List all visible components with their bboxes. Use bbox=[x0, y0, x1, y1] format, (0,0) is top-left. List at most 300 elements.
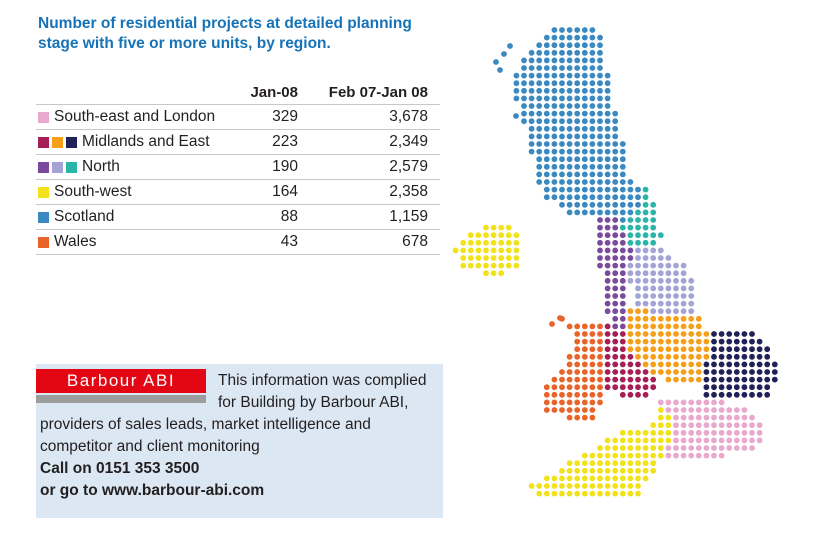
map-dot-sw bbox=[628, 438, 634, 444]
map-dot-scotland bbox=[544, 134, 550, 140]
map-dot-nw bbox=[612, 324, 618, 330]
map-dot-scotland bbox=[544, 118, 550, 124]
map-dot-emid bbox=[704, 346, 710, 352]
map-dot-sw bbox=[559, 491, 565, 497]
map-dot-east bbox=[742, 384, 748, 390]
map-dot-emid bbox=[673, 346, 679, 352]
map-dot-ni bbox=[483, 232, 489, 238]
map-dot-se bbox=[704, 422, 710, 428]
map-dot-wales bbox=[574, 331, 580, 337]
map-dot-emid bbox=[666, 339, 672, 345]
map-dot-scotland bbox=[620, 194, 626, 200]
map-dot-scotland bbox=[582, 202, 588, 208]
map-dot-scotland bbox=[582, 179, 588, 185]
map-dot-sw bbox=[643, 430, 649, 436]
map-dot-sw bbox=[536, 483, 542, 489]
map-dot-nw bbox=[612, 316, 618, 322]
map-dot-se bbox=[757, 438, 763, 444]
map-dot-emid bbox=[704, 339, 710, 345]
map-dot-scotland bbox=[582, 80, 588, 86]
map-dot-wales bbox=[574, 362, 580, 368]
map-dot-nw bbox=[597, 248, 603, 254]
map-dot-york bbox=[635, 286, 641, 292]
map-dot-wales bbox=[590, 331, 596, 337]
map-dot-york bbox=[673, 270, 679, 276]
map-dot-wales bbox=[552, 400, 558, 406]
map-dot-ni bbox=[483, 255, 489, 261]
map-dot-wmid bbox=[628, 377, 634, 383]
map-dot-ne bbox=[620, 225, 626, 231]
map-dot-sw bbox=[620, 468, 626, 474]
map-dot-nw bbox=[612, 232, 618, 238]
map-dot-wmid bbox=[605, 346, 611, 352]
map-dot-emid bbox=[658, 316, 664, 322]
map-dot-scotland bbox=[620, 164, 626, 170]
map-dot-scotland bbox=[544, 179, 550, 185]
map-dot-wales bbox=[544, 392, 550, 398]
map-dot-york bbox=[666, 263, 672, 269]
map-dot-emid bbox=[696, 339, 702, 345]
map-dot-se bbox=[673, 438, 679, 444]
map-dot-wales bbox=[559, 392, 565, 398]
map-dot-sw bbox=[620, 453, 626, 459]
map-dot-scotland bbox=[514, 73, 520, 79]
map-dot-scotland bbox=[582, 164, 588, 170]
map-dot-scotland bbox=[620, 149, 626, 155]
map-dot-east bbox=[749, 377, 755, 383]
map-dot-nw bbox=[605, 255, 611, 261]
map-dot-sw bbox=[612, 476, 618, 482]
map-dot-emid bbox=[666, 377, 672, 383]
map-dot-york bbox=[688, 286, 694, 292]
map-dot-scotland bbox=[574, 58, 580, 64]
map-dot-sw bbox=[666, 430, 672, 436]
map-dot-scotland bbox=[597, 80, 603, 86]
map-dot-emid bbox=[658, 354, 664, 360]
map-dot-scotland bbox=[574, 172, 580, 178]
map-dot-se bbox=[666, 445, 672, 451]
map-dot-wales bbox=[582, 331, 588, 337]
map-dot-scotland bbox=[590, 50, 596, 56]
map-dot-east bbox=[757, 362, 763, 368]
map-dot-scotland bbox=[544, 126, 550, 132]
map-dot-nw bbox=[612, 240, 618, 246]
map-dot-scotland bbox=[552, 118, 558, 124]
map-dot-scotland bbox=[559, 88, 565, 94]
map-dot-ne bbox=[650, 225, 656, 231]
info-phone: Call on 0151 353 3500 bbox=[40, 460, 200, 477]
map-dot-sw bbox=[567, 476, 573, 482]
map-dot-sw bbox=[658, 415, 664, 421]
map-dot-emid bbox=[704, 354, 710, 360]
map-dot-scotland bbox=[559, 103, 565, 109]
map-dot-scotland bbox=[597, 96, 603, 102]
map-dot-wales bbox=[544, 384, 550, 390]
map-dot-york bbox=[666, 286, 672, 292]
map-dot-scotland bbox=[635, 187, 641, 193]
map-dot-nw bbox=[612, 248, 618, 254]
map-dot-scotland bbox=[552, 179, 558, 185]
map-dot-se bbox=[719, 400, 725, 406]
map-dot-nw bbox=[620, 263, 626, 269]
map-dot-emid bbox=[658, 362, 664, 368]
map-dot-wales bbox=[590, 324, 596, 330]
map-dot-scotland bbox=[612, 126, 618, 132]
map-dot-se bbox=[734, 445, 740, 451]
map-dot-scotland bbox=[529, 65, 535, 71]
map-dot-se bbox=[696, 445, 702, 451]
map-dot-emid bbox=[681, 324, 687, 330]
map-dot-nw bbox=[605, 286, 611, 292]
map-dot-wales bbox=[590, 339, 596, 345]
map-dot-se bbox=[696, 430, 702, 436]
map-dot-scotland bbox=[574, 88, 580, 94]
map-dot-ne bbox=[643, 187, 649, 193]
map-dot-east bbox=[719, 392, 725, 398]
map-dot-east bbox=[726, 369, 732, 375]
map-dot-york bbox=[688, 293, 694, 299]
map-dot-sw bbox=[544, 483, 550, 489]
map-dot-wmid bbox=[643, 392, 649, 398]
map-dot-se bbox=[666, 400, 672, 406]
map-dot-york bbox=[666, 293, 672, 299]
map-dot-wmid bbox=[620, 354, 626, 360]
map-dot-scotland bbox=[559, 50, 565, 56]
map-dot-emid bbox=[681, 346, 687, 352]
map-dot-scotland bbox=[605, 172, 611, 178]
value-jan08: 223 bbox=[272, 133, 298, 150]
map-dot-scotland bbox=[544, 103, 550, 109]
map-dot-ni bbox=[476, 248, 482, 254]
map-dot-se bbox=[711, 445, 717, 451]
map-dot-ni bbox=[460, 255, 466, 261]
map-dot-se bbox=[681, 415, 687, 421]
map-dot-scotland bbox=[552, 42, 558, 48]
map-dot-scotland bbox=[544, 111, 550, 117]
map-dot-sw bbox=[628, 491, 634, 497]
map-dot-scotland bbox=[559, 73, 565, 79]
map-dot-scotland bbox=[544, 149, 550, 155]
map-dot-york bbox=[650, 263, 656, 269]
map-dot-scotland bbox=[552, 126, 558, 132]
map-dot-emid bbox=[643, 324, 649, 330]
map-dot-east bbox=[742, 392, 748, 398]
map-dot-scotland bbox=[597, 35, 603, 41]
map-dot-east bbox=[726, 354, 732, 360]
map-dot-sw bbox=[612, 460, 618, 466]
map-dot-wmid bbox=[605, 362, 611, 368]
map-dot-scotland bbox=[529, 50, 535, 56]
map-dot-east bbox=[749, 369, 755, 375]
map-dot-scotland bbox=[597, 156, 603, 162]
map-dot-york bbox=[673, 263, 679, 269]
map-dot-wmid bbox=[628, 362, 634, 368]
map-dot-wales bbox=[559, 400, 565, 406]
map-dot-se bbox=[749, 422, 755, 428]
map-dot-scotland bbox=[552, 88, 558, 94]
map-dot-york bbox=[643, 301, 649, 307]
map-dot-se bbox=[681, 453, 687, 459]
map-dot-scotland bbox=[597, 141, 603, 147]
map-dot-nw bbox=[597, 225, 603, 231]
map-dot-sw bbox=[666, 438, 672, 444]
map-dot-wales bbox=[574, 415, 580, 421]
map-dot-scotland bbox=[590, 65, 596, 71]
map-dot-scotland bbox=[628, 210, 634, 216]
map-dot-wmid bbox=[635, 362, 641, 368]
map-dot-east bbox=[764, 362, 770, 368]
map-dot-scotland bbox=[559, 134, 565, 140]
map-dot-scotland bbox=[574, 50, 580, 56]
map-dot-nw bbox=[620, 324, 626, 330]
map-dot-se bbox=[749, 438, 755, 444]
map-dot-scotland bbox=[590, 118, 596, 124]
map-dot-scotland bbox=[628, 194, 634, 200]
map-dot-wales bbox=[574, 324, 580, 330]
map-dot-scotland bbox=[590, 58, 596, 64]
map-dot-se bbox=[688, 415, 694, 421]
map-dot-scotland bbox=[574, 118, 580, 124]
map-dot-emid bbox=[658, 369, 664, 375]
map-dot-ni bbox=[506, 225, 512, 231]
map-dot-york bbox=[658, 286, 664, 292]
map-dot-sw bbox=[605, 445, 611, 451]
map-dot-emid bbox=[666, 369, 672, 375]
map-dot-emid bbox=[643, 362, 649, 368]
map-dot-sw bbox=[590, 460, 596, 466]
map-dot-scotland bbox=[590, 126, 596, 132]
map-dot-wales bbox=[567, 362, 573, 368]
map-dot-sw bbox=[612, 453, 618, 459]
map-dot-east bbox=[726, 362, 732, 368]
map-dot-wales bbox=[597, 339, 603, 345]
map-dot-emid bbox=[673, 369, 679, 375]
map-dot-scotland bbox=[590, 164, 596, 170]
map-dot-sw bbox=[628, 460, 634, 466]
map-dot-nw bbox=[612, 263, 618, 269]
map-dot-sw bbox=[605, 483, 611, 489]
map-dot-ni bbox=[498, 240, 504, 246]
map-dot-scotland bbox=[574, 141, 580, 147]
map-dot-york bbox=[635, 263, 641, 269]
map-dot-scotland bbox=[529, 111, 535, 117]
map-dot-scotland bbox=[574, 103, 580, 109]
map-dot-nw bbox=[612, 286, 618, 292]
map-dot-se bbox=[719, 445, 725, 451]
map-dot-se bbox=[696, 438, 702, 444]
map-dot-sw bbox=[597, 491, 603, 497]
map-dot-wales bbox=[559, 369, 565, 375]
map-dot-east bbox=[704, 369, 710, 375]
map-dot-york bbox=[673, 286, 679, 292]
map-dot-emid bbox=[643, 354, 649, 360]
map-dot-scotland bbox=[567, 103, 573, 109]
map-dot-scotland bbox=[521, 58, 527, 64]
map-dot-sw bbox=[597, 476, 603, 482]
map-dot-east bbox=[704, 362, 710, 368]
map-dot-wales bbox=[567, 354, 573, 360]
map-dot-scotland bbox=[574, 80, 580, 86]
map-dot-scotland bbox=[559, 164, 565, 170]
map-dot-wmid bbox=[612, 346, 618, 352]
value-jan08: 190 bbox=[272, 158, 298, 175]
map-dot-emid bbox=[673, 377, 679, 383]
map-dot-scotland bbox=[597, 149, 603, 155]
map-dot-se bbox=[673, 407, 679, 413]
map-dot-island bbox=[507, 43, 513, 49]
map-dot-ni bbox=[491, 255, 497, 261]
map-dot-emid bbox=[696, 362, 702, 368]
map-dot-york bbox=[666, 270, 672, 276]
map-dot-ni bbox=[514, 255, 520, 261]
map-dot-york bbox=[681, 308, 687, 314]
map-dot-scotland bbox=[521, 88, 527, 94]
map-dot-emid bbox=[681, 377, 687, 383]
barbour-abi-logo: Barbour ABI bbox=[36, 369, 206, 393]
map-dot-east bbox=[719, 377, 725, 383]
map-dot-se bbox=[719, 415, 725, 421]
map-dot-scotland bbox=[605, 141, 611, 147]
map-dot-se bbox=[658, 400, 664, 406]
map-dot-scotland bbox=[536, 42, 542, 48]
map-dot-wmid bbox=[635, 392, 641, 398]
map-dot-wmid bbox=[620, 377, 626, 383]
map-dot-east bbox=[711, 369, 717, 375]
map-dot-se bbox=[757, 422, 763, 428]
map-dot-scotland bbox=[552, 134, 558, 140]
map-dot-scotland bbox=[529, 126, 535, 132]
map-dot-sw bbox=[590, 491, 596, 497]
map-dot-sw bbox=[590, 453, 596, 459]
map-dot-nw bbox=[620, 240, 626, 246]
map-dot-se bbox=[688, 422, 694, 428]
map-dot-scotland bbox=[597, 88, 603, 94]
map-dot-ne bbox=[650, 210, 656, 216]
map-dot-east bbox=[764, 346, 770, 352]
map-dot-se bbox=[726, 430, 732, 436]
map-dot-wales bbox=[597, 331, 603, 337]
map-dot-nw bbox=[612, 293, 618, 299]
map-dot-scotland bbox=[559, 194, 565, 200]
map-dot-wales bbox=[559, 377, 565, 383]
map-dot-york bbox=[658, 278, 664, 284]
map-dot-sw bbox=[650, 445, 656, 451]
map-dot-scotland bbox=[582, 65, 588, 71]
map-dot-east bbox=[772, 377, 778, 383]
map-dot-scotland bbox=[544, 58, 550, 64]
map-dot-scotland bbox=[574, 187, 580, 193]
map-dot-sw bbox=[582, 491, 588, 497]
map-dot-wales bbox=[582, 400, 588, 406]
map-dot-wales bbox=[597, 392, 603, 398]
map-dot-scotland bbox=[590, 88, 596, 94]
map-dot-scotland bbox=[567, 194, 573, 200]
map-dot-scotland bbox=[590, 156, 596, 162]
map-dot-emid bbox=[628, 331, 634, 337]
map-dot-scotland bbox=[536, 73, 542, 79]
map-dot-scotland bbox=[597, 50, 603, 56]
map-dot-york bbox=[650, 308, 656, 314]
map-dot-york bbox=[681, 263, 687, 269]
map-dot-york bbox=[688, 278, 694, 284]
map-dot-sw bbox=[650, 460, 656, 466]
map-dot-nw bbox=[597, 240, 603, 246]
map-dot-wales bbox=[559, 384, 565, 390]
map-dot-scotland bbox=[597, 210, 603, 216]
map-dot-emid bbox=[688, 362, 694, 368]
map-dot-se bbox=[749, 430, 755, 436]
map-dot-sw bbox=[590, 476, 596, 482]
map-dot-sw bbox=[612, 491, 618, 497]
map-dot-scotland bbox=[552, 96, 558, 102]
map-dot-sw bbox=[582, 460, 588, 466]
map-dot-sw bbox=[567, 460, 573, 466]
map-dot-scotland bbox=[521, 118, 527, 124]
map-dot-wmid bbox=[620, 362, 626, 368]
map-dot-emid bbox=[688, 339, 694, 345]
map-dot-york bbox=[650, 248, 656, 254]
map-dot-wales bbox=[582, 377, 588, 383]
map-dot-york bbox=[658, 301, 664, 307]
map-dot-nw bbox=[605, 293, 611, 299]
map-dot-wmid bbox=[620, 331, 626, 337]
map-dot-wmid bbox=[612, 362, 618, 368]
map-dot-sw bbox=[650, 468, 656, 474]
map-dot-scotland bbox=[544, 141, 550, 147]
map-dot-se bbox=[681, 400, 687, 406]
map-dot-east bbox=[764, 354, 770, 360]
map-dot-scotland bbox=[544, 80, 550, 86]
map-dot-se bbox=[696, 422, 702, 428]
map-dot-york bbox=[650, 255, 656, 261]
map-dot-east bbox=[719, 354, 725, 360]
map-dot-emid bbox=[643, 346, 649, 352]
map-dot-ne bbox=[650, 217, 656, 223]
map-dot-york bbox=[643, 263, 649, 269]
map-dot-scotland bbox=[559, 202, 565, 208]
map-dot-se bbox=[696, 407, 702, 413]
map-dot-scotland bbox=[582, 73, 588, 79]
map-dot-scotland bbox=[552, 141, 558, 147]
map-dot-scotland bbox=[628, 187, 634, 193]
map-dot-se bbox=[711, 438, 717, 444]
map-dot-scotland bbox=[536, 50, 542, 56]
map-dot-emid bbox=[696, 369, 702, 375]
map-dot-wales bbox=[567, 392, 573, 398]
map-dot-east bbox=[757, 339, 763, 345]
map-dot-se bbox=[711, 453, 717, 459]
map-dot-wmid bbox=[650, 384, 656, 390]
map-dot-se bbox=[704, 407, 710, 413]
region-label: Midlands and East bbox=[82, 133, 210, 150]
map-dot-wales bbox=[597, 346, 603, 352]
map-dot-emid bbox=[681, 354, 687, 360]
map-dot-ni bbox=[498, 270, 504, 276]
region-label: Scotland bbox=[54, 208, 115, 225]
map-dot-nw bbox=[620, 248, 626, 254]
map-dot-scotland bbox=[514, 96, 520, 102]
map-dot-scotland bbox=[559, 187, 565, 193]
map-dot-nw bbox=[628, 255, 634, 261]
map-dot-nw bbox=[620, 278, 626, 284]
map-dot-ni bbox=[468, 248, 474, 254]
map-dot-sw bbox=[597, 483, 603, 489]
map-dot-nw bbox=[597, 255, 603, 261]
map-dot-york bbox=[643, 248, 649, 254]
map-dot-ne bbox=[628, 240, 634, 246]
map-dot-wales bbox=[582, 369, 588, 375]
map-dot-scotland bbox=[597, 118, 603, 124]
